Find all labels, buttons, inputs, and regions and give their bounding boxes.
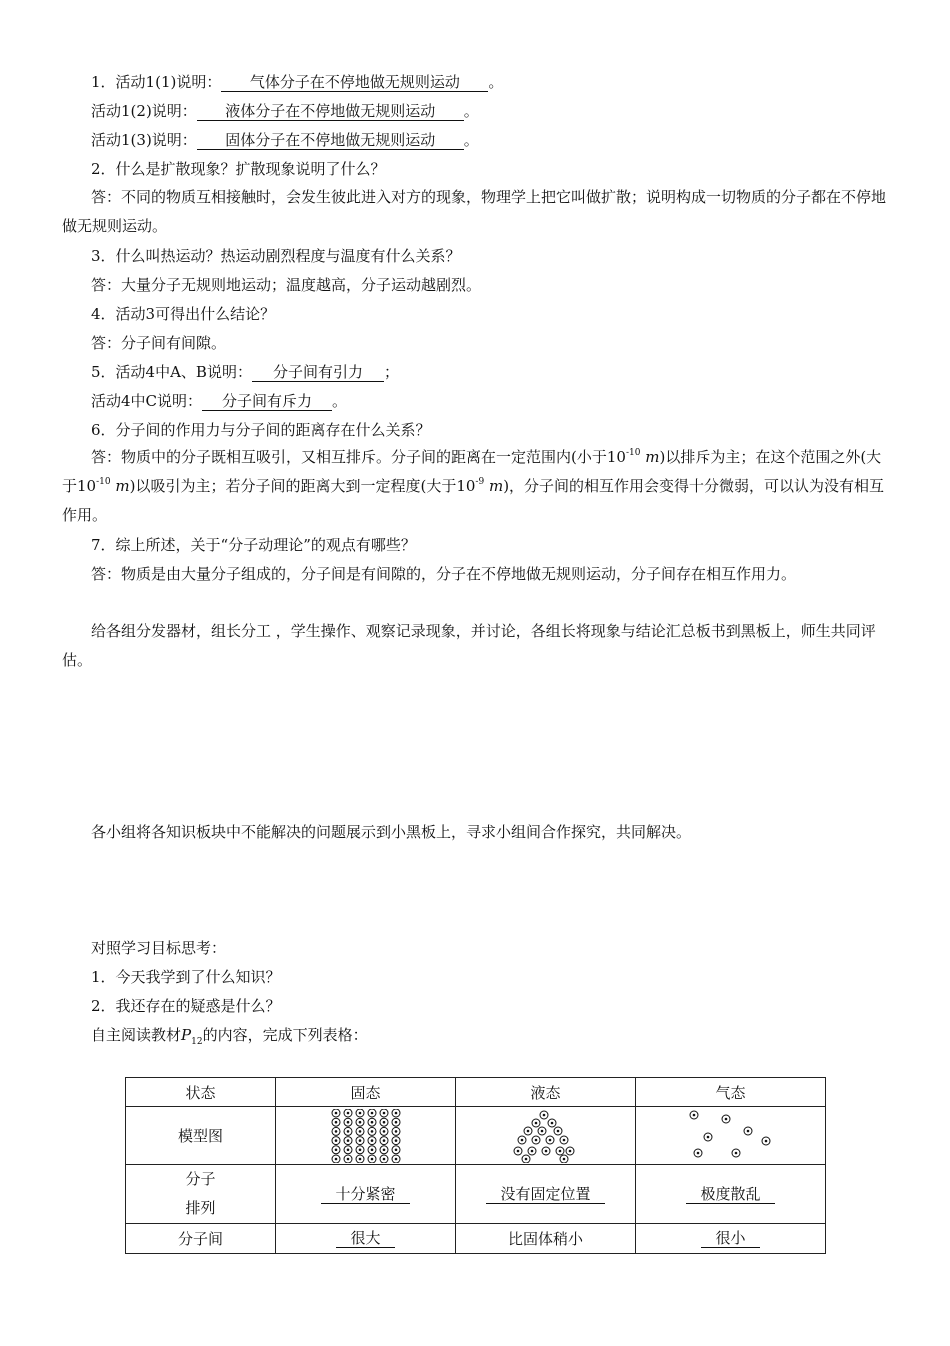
- solid-molecule-core: [382, 1157, 385, 1160]
- solid-molecule-diagram: [326, 1109, 406, 1163]
- solid-molecule-core: [346, 1120, 349, 1123]
- force-row-label: 分子间: [126, 1224, 276, 1254]
- liquid-molecule-core: [562, 1138, 565, 1141]
- group-work-paragraph: 给各组分发器材，组长分工 ，学生操作、观察记录现象，并讨论，各组长将现象与结论汇总板书到黑板上，师生共同评估。: [62, 622, 876, 669]
- table-header-cell: 气态: [636, 1078, 826, 1107]
- liquid-force-answer: 比固体稍小: [507, 1230, 583, 1248]
- solid-molecule-core: [382, 1130, 385, 1133]
- solid-molecule-core: [382, 1120, 385, 1123]
- q6-answer-part-b: )以排斥为主；在这个范围之外(大于10: [62, 448, 882, 495]
- q7-answer: 答：物质是由大量分子组成的，分子间是有间隙的，分子在不停地做无规则运动，分子间存在相互作用力。: [91, 565, 797, 583]
- gas-molecule-core: [696, 1151, 699, 1154]
- solid-molecule-core: [334, 1120, 337, 1123]
- q5-line2-answer: 分子间有斥力: [202, 392, 332, 411]
- reading-text-a: 自主阅读教材: [91, 1026, 182, 1044]
- solid-molecule-core: [394, 1157, 397, 1160]
- liquid-molecule-core: [516, 1149, 519, 1152]
- arrange-label-line-1: 分子: [185, 1170, 216, 1188]
- liquid-molecule-core: [534, 1138, 537, 1141]
- solid-molecule-core: [370, 1139, 373, 1142]
- solid-molecule-core: [346, 1130, 349, 1133]
- q5-line1-end: ；: [383, 363, 399, 381]
- liquid-molecule-core: [562, 1157, 565, 1160]
- solid-molecule-core: [382, 1111, 385, 1114]
- table-header-row: [126, 1078, 826, 1107]
- solid-molecule-core: [394, 1111, 397, 1114]
- gas-molecule-core: [724, 1117, 727, 1120]
- liquid-model-cell: [456, 1107, 636, 1165]
- q2-answer: 答：不同的物质互相接触时，会发生彼此进入对方的现象，物理学上把它叫做扩散；说明构成一切物质的分子都在不停地做无规则运动。: [62, 188, 887, 235]
- solid-molecule-core: [334, 1157, 337, 1160]
- q1-line3: [91, 130, 890, 150]
- q7-question: 7．综上所述，关于“分子动理论”的观点有哪些？: [91, 536, 416, 554]
- q5-line2-prefix: 活动4中C说明：: [91, 392, 203, 410]
- q1-line1-answer: 气体分子在不停地做无规则运动: [221, 73, 488, 92]
- q6-answer-part-d: )，分子间的相互作用会变得十分微弱，可以认为没有相互作用。: [62, 477, 885, 524]
- gas-molecule-core: [734, 1151, 737, 1154]
- gas-molecule-core: [764, 1139, 767, 1142]
- arrange-row-label: [126, 1165, 276, 1224]
- liquid-arrange-answer: 没有固定位置: [486, 1185, 604, 1204]
- q4-question: 4．活动3可得出什么结论？: [91, 305, 276, 323]
- reading-instruction: [91, 1025, 890, 1052]
- reading-text-b: 的内容，完成下列表格：: [202, 1026, 368, 1044]
- liquid-force-cell: [456, 1224, 636, 1254]
- q6-exponent-3: -9: [475, 477, 485, 487]
- gas-molecule-core: [746, 1129, 749, 1132]
- solid-molecule-core: [358, 1148, 361, 1151]
- q3-answer: 答：大量分子无规则地运动；温度越高，分子运动越剧烈。: [91, 276, 482, 294]
- q1-line2-answer: 液体分子在不停地做无规则运动: [197, 102, 464, 121]
- q1-line2-end: 。: [463, 102, 479, 120]
- solid-molecule-core: [358, 1130, 361, 1133]
- gas-molecule-core: [706, 1135, 709, 1138]
- liquid-molecule-core: [520, 1138, 523, 1141]
- q6-unit-3: m: [488, 477, 504, 495]
- q6-exponent-1: -10: [625, 448, 641, 458]
- liquid-molecule-core: [548, 1138, 551, 1141]
- table-header-cell: 状态: [126, 1078, 276, 1107]
- liquid-molecule-core: [568, 1149, 571, 1152]
- liquid-arrange-cell: [456, 1165, 636, 1224]
- liquid-molecule-core: [530, 1149, 533, 1152]
- gas-molecule-diagram: [686, 1109, 776, 1163]
- solid-molecule-core: [358, 1120, 361, 1123]
- solid-molecule-core: [346, 1148, 349, 1151]
- q1-line2-prefix: 活动1(2)说明：: [91, 102, 197, 120]
- gas-force-cell: [636, 1224, 826, 1254]
- solid-molecule-core: [346, 1157, 349, 1160]
- gas-arrange-cell: [636, 1165, 826, 1224]
- q6-answer: [62, 443, 892, 530]
- solid-arrange-answer: 十分紧密: [321, 1185, 409, 1204]
- q6-unit-2: m: [115, 477, 130, 495]
- liquid-molecule-core: [558, 1149, 561, 1152]
- reflection-intro: 对照学习目标思考：: [91, 939, 227, 957]
- table-force-row: [126, 1224, 826, 1254]
- q1-line3-prefix: 活动1(3)说明：: [91, 131, 197, 149]
- solid-arrange-cell: [276, 1165, 456, 1224]
- liquid-molecule-core: [524, 1157, 527, 1160]
- gas-molecule-core: [692, 1113, 695, 1116]
- q5-line2: [91, 391, 890, 411]
- q1-line2: [91, 101, 890, 121]
- q6-answer-part-c: )以吸引为主；若分子间的距离大到一定程度(大于10: [129, 477, 476, 495]
- q1-line3-end: 。: [463, 131, 479, 149]
- q5-line1: [91, 362, 890, 382]
- liquid-molecule-core: [526, 1129, 529, 1132]
- solid-molecule-core: [358, 1139, 361, 1142]
- liquid-molecule-core: [544, 1149, 547, 1152]
- table-arrange-row: [126, 1165, 826, 1224]
- solid-molecule-core: [358, 1157, 361, 1160]
- solid-molecule-core: [394, 1130, 397, 1133]
- q1-line3-answer: 固体分子在不停地做无规则运动: [197, 131, 464, 150]
- solid-model-cell: [276, 1107, 456, 1165]
- q6-exponent-2: -10: [96, 477, 111, 487]
- liquid-molecule-diagram: [506, 1109, 586, 1163]
- solid-molecule-core: [394, 1120, 397, 1123]
- solid-molecule-core: [382, 1139, 385, 1142]
- table-model-row: [126, 1107, 826, 1165]
- solid-force-cell: [276, 1224, 456, 1254]
- solid-molecule-core: [370, 1130, 373, 1133]
- q4-answer: 答：分子间有间隙。: [91, 334, 227, 352]
- q5-line1-prefix: 5．活动4中A、B说明：: [91, 363, 252, 381]
- solid-molecule-core: [370, 1157, 373, 1160]
- liquid-molecule-core: [550, 1121, 553, 1124]
- q2-question: 2．什么是扩散现象？扩散现象说明了什么？: [91, 160, 386, 178]
- q1-line1-prefix: 1．活动1(1)说明：: [91, 73, 222, 91]
- q1-line1-end: 。: [488, 73, 504, 91]
- states-table: [125, 1077, 826, 1254]
- q1-line1: [91, 72, 890, 92]
- solid-molecule-core: [358, 1111, 361, 1114]
- table-header-cell: 液态: [456, 1078, 636, 1107]
- solid-molecule-core: [334, 1130, 337, 1133]
- solid-molecule-core: [346, 1139, 349, 1142]
- reading-page-number: 12: [191, 1037, 203, 1047]
- reflection-item-1: 1．今天我学到了什么知识？: [91, 968, 281, 986]
- q3-question: 3．什么叫热运动？热运动剧烈程度与温度有什么关系？: [91, 247, 461, 265]
- liquid-molecule-core: [542, 1113, 545, 1116]
- solid-molecule-core: [346, 1111, 349, 1114]
- solid-molecule-core: [334, 1139, 337, 1142]
- gas-force-answer: 很小: [701, 1229, 759, 1248]
- q5-line2-end: 。: [332, 392, 348, 410]
- solid-molecule-core: [334, 1148, 337, 1151]
- q6-answer-part-a: 答：物质中的分子既相互吸引，又相互排斥。分子间的距离在一定范围内(小于10: [91, 448, 626, 466]
- arrange-label-line-2: 排列: [185, 1199, 216, 1217]
- solid-force-answer: 很大: [336, 1229, 394, 1248]
- solid-molecule-core: [382, 1148, 385, 1151]
- solid-molecule-core: [370, 1111, 373, 1114]
- cooperation-paragraph: 各小组将各知识板块中不能解决的问题展示到小黑板上，寻求小组间合作探究，共同解决。: [91, 823, 692, 841]
- solid-molecule-core: [334, 1111, 337, 1114]
- reading-page-letter: P: [181, 1026, 192, 1044]
- gas-model-cell: [636, 1107, 826, 1165]
- solid-molecule-core: [370, 1148, 373, 1151]
- table-header-cell: 固态: [276, 1078, 456, 1107]
- q6-question: 6．分子间的作用力与分子间的距离存在什么关系？: [91, 421, 431, 439]
- q6-unit-1: m: [645, 448, 660, 466]
- liquid-molecule-core: [540, 1129, 543, 1132]
- solid-molecule-core: [394, 1148, 397, 1151]
- gas-arrange-answer: 极度散乱: [686, 1185, 774, 1204]
- liquid-molecule-core: [534, 1121, 537, 1124]
- q5-line1-answer: 分子间有引力: [252, 363, 384, 382]
- reflection-item-2: 2．我还存在的疑惑是什么？: [91, 997, 281, 1015]
- solid-molecule-core: [370, 1120, 373, 1123]
- solid-molecule-core: [394, 1139, 397, 1142]
- model-row-label: 模型图: [126, 1107, 276, 1165]
- liquid-molecule-core: [556, 1129, 559, 1132]
